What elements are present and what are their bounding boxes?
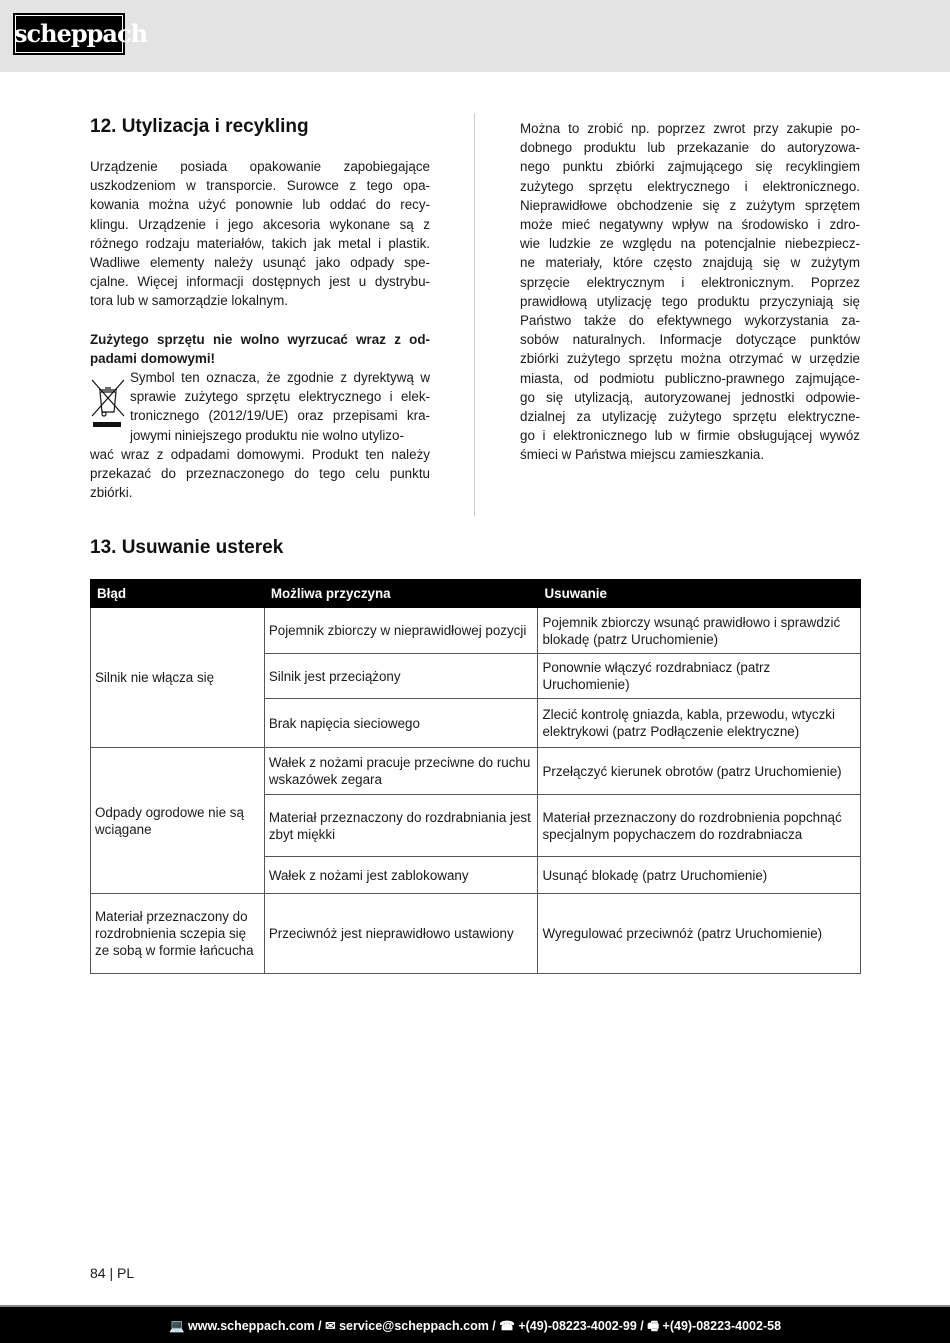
fax-icon: 🖷 <box>647 1319 660 1333</box>
text-line: nego punktu zbiórki zajmującego się recyklingiem <box>520 159 860 175</box>
header-cause: Możliwa przyczyna <box>264 580 538 608</box>
text-line: Urządzenie posiada opakowanie zapobiegające <box>90 159 430 174</box>
weee-crossed-bin-icon <box>90 378 126 432</box>
page-language: PL <box>117 1265 135 1281</box>
email-icon: ✉ <box>325 1319 336 1333</box>
weee-paragraph <box>90 445 430 503</box>
page-number-value: 84 <box>90 1265 106 1281</box>
text-line: klingu. Urządzenie i jego akcesoria wykonane są z <box>90 216 430 232</box>
section-13-title: 13. Usuwanie usterek <box>90 537 284 558</box>
cause-cell: Wałek z nożami jest zablokowany <box>264 857 538 894</box>
footer-contact-bar: 💻 www.scheppach.com / ✉ service@scheppach.com / ☎ +(49)-08223-4002-99 / 🖷 +(49)-08223-4002-58 <box>0 1305 950 1343</box>
text-line: dzialnej za utylizację zużytego sprzętu elektryczne- <box>520 409 860 425</box>
text-line: sobów naturalnych. Informacje dotyczące punktów <box>520 332 860 348</box>
warning-text <box>90 330 430 368</box>
text-line: Symbol ten oznacza, że zgodnie z dyrektywą w <box>130 370 430 385</box>
remedy-cell: Wyregulować przeciwnóż (patrz Uruchomienie) <box>538 894 861 974</box>
computer-icon: 💻 <box>168 1319 185 1333</box>
recycling-paragraph <box>90 157 430 311</box>
scheppach-logo: scheppach <box>13 13 125 55</box>
remedy-cell: Materiał przeznaczony do rozdrobnienia popchnąć specjalnym popychaczem do rozdrabniacza <box>538 795 861 857</box>
troubleshooting-table <box>90 579 861 974</box>
text-line: Zużytego sprzętu nie wolno wyrzucać wraz z od- <box>90 332 430 347</box>
text-line: wie ludzkie ze względu na potencjalnie niebezpiecz- <box>520 236 860 252</box>
text-line: cjalne. Więcej informacji dostępnych jest u dystrybu- <box>90 274 430 290</box>
cause-cell: Silnik jest przeciążony <box>264 654 538 699</box>
header-remedy: Usuwanie <box>538 580 861 608</box>
table-row <box>91 608 861 654</box>
weee-paragraph-indent <box>130 368 430 445</box>
header-bar <box>0 0 950 72</box>
website-link[interactable]: www.scheppach.com <box>188 1319 315 1333</box>
remedy-cell: Przełączyć kierunek obrotów (patrz Uruchomienie) <box>538 748 861 795</box>
text-line: zbiórki. <box>90 485 133 501</box>
header-fault: Błąd <box>91 580 265 608</box>
cause-cell: Materiał przeznaczony do rozdrabniania jest zbyt miękki <box>264 795 538 857</box>
text-line: dobnego produktu lub przekazanie do autoryzowa- <box>520 140 860 156</box>
text-line: uszkodzeniom w transporcie. Surowce z tego opa- <box>90 178 430 194</box>
text-line: tora lub w samorządzie lokalnym. <box>90 293 288 309</box>
remedy-cell: Usunąć blokadę (patrz Uruchomienie) <box>538 857 861 894</box>
text-line: jowymi niniejszego produktu nie wolno utylizo- <box>130 427 404 443</box>
text-line: ne materiały, które często znajdują się w zużytym <box>520 255 860 271</box>
fault-cell: Silnik nie włącza się <box>91 608 265 748</box>
text-line: Można to zrobić np. poprzez zwrot przy zakupie po- <box>520 121 860 136</box>
text-line: może mieć negatywny wpływ na środowisko i zdro- <box>520 217 860 233</box>
fault-cell: Odpady ogrodowe nie są wciągane <box>91 748 265 894</box>
text-line: prawidłową utylizację tego produktu przyczyniają się <box>520 293 860 309</box>
text-line: kowania można użyć ponownie lub oddać do recy- <box>90 197 430 213</box>
text-line: wać wraz z odpadami domowymi. Produkt ten należy <box>90 447 430 462</box>
page-number: 84 | PL <box>90 1265 135 1281</box>
text-line: przekazać do przeznaczonego do tego celu punktu <box>90 466 430 482</box>
fault-cell: Materiał przeznaczony do rozdrobnienia sczepia się ze sobą w formie łańcucha <box>91 894 265 974</box>
cause-cell: Przeciwnóż jest nieprawidłowo ustawiony <box>264 894 538 974</box>
text-line: go i elektronicznego lub w firmie obsługującej wywóz <box>520 428 860 444</box>
remedy-cell: Zlecić kontrolę gniazda, kabla, przewodu, wtyczki elektrykowi (patrz Podłączenie elektryczne) <box>538 699 861 748</box>
cause-cell: Pojemnik zbiorczy w nieprawidłowej pozycji <box>264 608 538 654</box>
section-12-title: 12. Utylizacja i recykling <box>90 116 309 137</box>
cause-cell: Brak napięcia sieciowego <box>264 699 538 748</box>
text-line: Wadliwe elementy należy usunąć jako odpady spe- <box>90 255 430 271</box>
text-line: tronicznego (2012/19/UE) oraz przepisami kra- <box>130 408 430 424</box>
disposal-paragraph <box>520 119 860 465</box>
column-divider <box>474 113 475 516</box>
table-row <box>91 894 861 974</box>
table-row <box>91 748 861 795</box>
email-link[interactable]: service@scheppach.com <box>339 1319 489 1333</box>
text-line: sprzęcie elektrycznym i elektronicznym. Poprzez <box>520 274 860 290</box>
text-line: Państwo także do efektywnego wykorzystania za- <box>520 313 860 329</box>
remedy-cell: Pojemnik zbiorczy wsunąć prawidłowo i sprawdzić blokadę (patrz Uruchomienie) <box>538 608 861 654</box>
phone-number: +(49)-08223-4002-99 <box>518 1319 637 1333</box>
text-line: śmieci w Państwa miejscu zamieszkania. <box>520 447 765 463</box>
text-line: padami domowymi! <box>90 351 215 367</box>
fax-number: +(49)-08223-4002-58 <box>662 1319 782 1333</box>
table-header-row <box>91 580 861 608</box>
text-line: Nieprawidłowe obchodzenie się z zużytym sprzętem <box>520 197 860 213</box>
text-line: miasta, od podmiotu publiczno-prawnego zajmujące- <box>520 370 860 386</box>
text-line: zużytego sprzętu elektrycznego i elektronicznego. <box>520 178 860 194</box>
remedy-cell: Ponownie włączyć rozdrabniacz (patrz Uruchomienie) <box>538 654 861 699</box>
cause-cell: Wałek z nożami pracuje przeciwne do ruchu wskazówek zegara <box>264 748 538 795</box>
text-line: sprawie zużytego sprzętu elektrycznego i elek- <box>130 389 430 405</box>
text-line: zbiórki zużytego sprzętu można otrzymać w urzędzie <box>520 351 860 367</box>
text-line: go się utylizacją, autoryzowanej jednostki odpowie- <box>520 389 860 405</box>
text-line: różnego rodzaju materiałów, takich jak metal i plastik. <box>90 235 430 251</box>
phone-icon: ☎ <box>499 1319 515 1333</box>
